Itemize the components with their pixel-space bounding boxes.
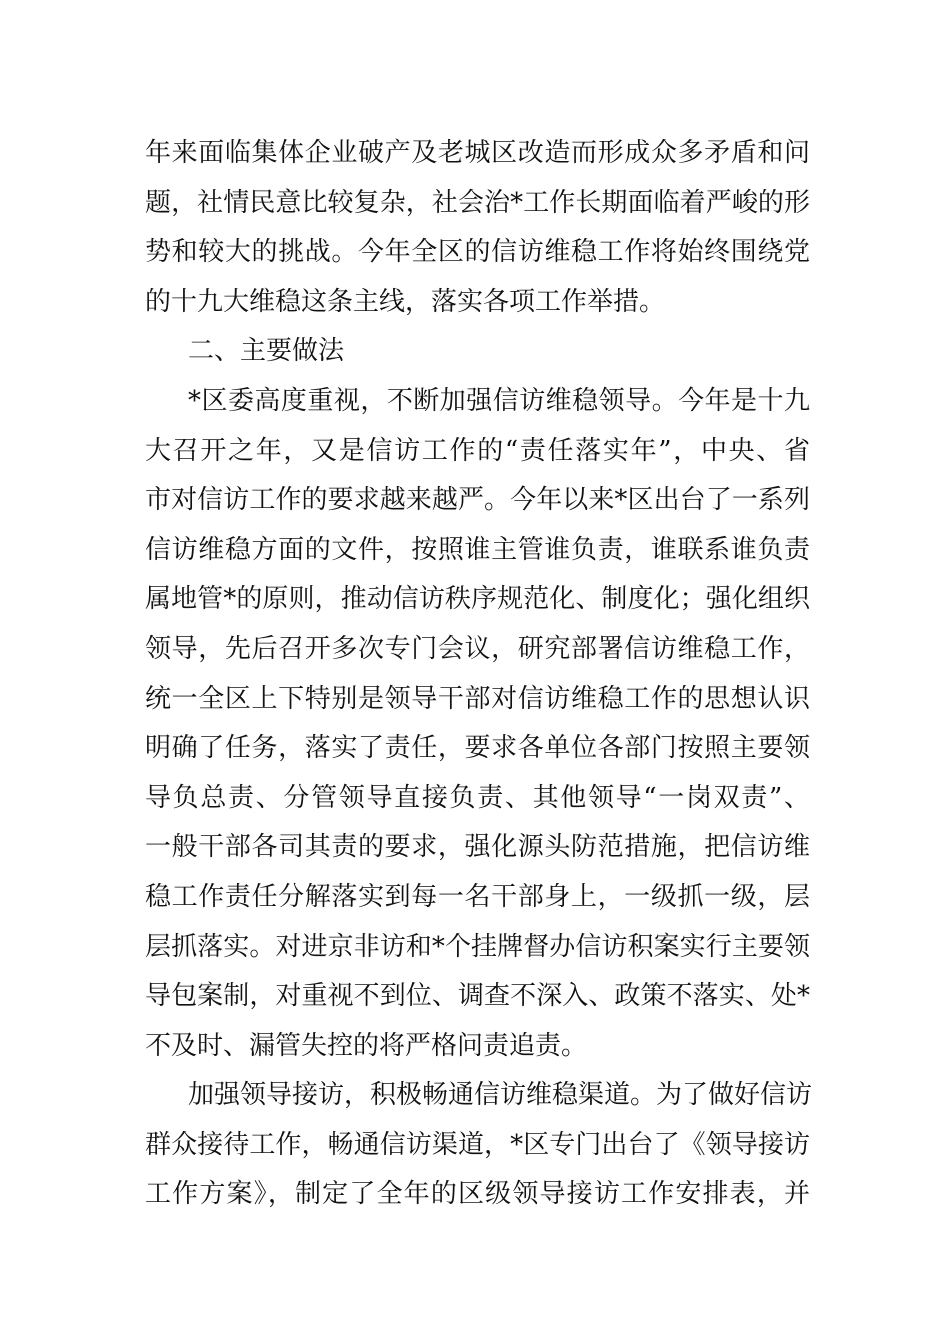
- text-line: 信访维稳方面的文件，按照谁主管谁负责，谁联系谁负责: [145, 534, 810, 565]
- text-line: 明确了任务，落实了责任，要求各单位各部门按照主要领: [145, 733, 810, 764]
- text-line: 势和较大的挑战。今年全区的信访维稳工作将始终围绕党: [145, 237, 810, 268]
- text-line: 稳工作责任分解落实到每一名干部身上，一级抓一级，层: [145, 881, 810, 912]
- text-line: 的十九大维稳这条主线，落实各项工作举措。: [145, 286, 666, 317]
- text-line: 不及时、漏管失控的将严格问责追责。: [145, 1030, 588, 1061]
- text-line: 题，社情民意比较复杂，社会治*工作长期面临着严峻的形: [145, 187, 810, 218]
- text-line: 群众接待工作，畅通信访渠道，*区专门出台了《领导接访: [145, 1129, 810, 1160]
- text-line: *区委高度重视，不断加强信访维稳领导。今年是十九: [188, 385, 810, 416]
- text-line: 市对信访工作的要求越来越严。今年以来*区出台了一系列: [145, 485, 810, 516]
- text-line: 导负总责、分管领导直接负责、其他领导“一岗双责”、: [145, 782, 810, 813]
- text-line: 导包案制，对重视不到位、调查不深入、政策不落实、处*: [145, 981, 810, 1012]
- text-line: 加强领导接访，积极畅通信访维稳渠道。为了做好信访: [188, 1080, 813, 1111]
- text-line: 工作方案》，制定了全年的区级领导接访工作安排表，并: [145, 1179, 810, 1210]
- text-line: 统一全区上下特别是领导干部对信访维稳工作的思想认识: [145, 683, 810, 714]
- section-heading: 二、主要做法: [188, 336, 345, 367]
- text-line: 大召开之年，又是信访工作的“责任落实年”，中央、省: [145, 435, 810, 466]
- text-line: 领导，先后召开多次专门会议，研究部署信访维稳工作，: [145, 633, 810, 664]
- text-line: 年来面临集体企业破产及老城区改造而形成众多矛盾和问: [145, 138, 810, 168]
- document-body: [145, 129, 813, 1220]
- text-line: 属地管*的原则，推动信访秩序规范化、制度化；强化组织: [145, 584, 810, 615]
- text-line: 一般干部各司其责的要求，强化源头防范措施，把信访维: [145, 832, 810, 863]
- text-line: 层抓落实。对进京非访和*个挂牌督办信访积案实行主要领: [145, 931, 810, 962]
